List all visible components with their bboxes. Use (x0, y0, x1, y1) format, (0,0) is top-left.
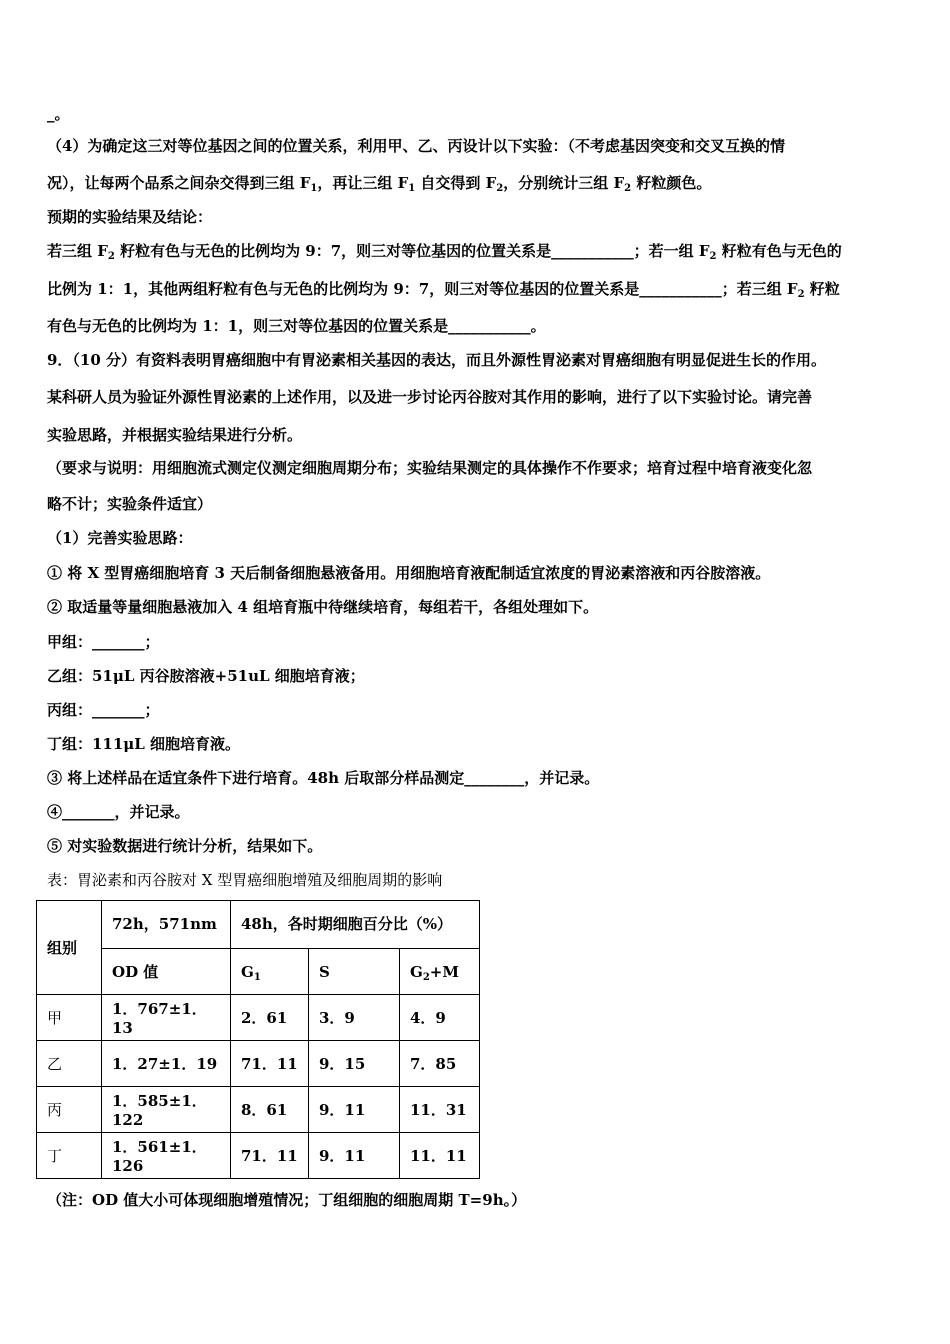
text-l10: （要求与说明：用细胞流式测定仪测定细胞周期分布；实验结果测定的具体操作不作要求；培育过程中培育液变化忽 (47, 459, 813, 477)
subscript: 2 (797, 289, 805, 300)
group-bing (47, 700, 160, 720)
table-row (37, 995, 480, 1041)
text-l1: （4）为确定这三对等位基因之间的位置关系，利用甲、乙、丙设计以下实验：（不考虑基因突变和交叉互换的情 (47, 137, 785, 155)
requirements-note (47, 458, 812, 478)
text-l6: 有色与无色的比例均为 1：1，则三对等位基因的位置关系是___________。 (47, 317, 546, 335)
table-row (37, 1133, 480, 1179)
cell-group: 丁 (37, 1133, 102, 1179)
cell-od: 1．561±1．126 (102, 1133, 231, 1179)
cell-g2m: 7．85 (400, 1041, 480, 1087)
result-line-2 (47, 279, 840, 299)
cell-s: 3．9 (309, 995, 400, 1041)
g2-tail: +M (429, 962, 459, 981)
g1-subscript: 1 (253, 971, 261, 983)
text-l21: ⑤ 对实验数据进行统计分析，结果如下。 (47, 837, 323, 855)
cell-od: 1．27±1．19 (102, 1041, 231, 1087)
text-l0: _。 (47, 105, 70, 123)
step-3 (47, 768, 599, 788)
header-48h: 48h，各时期细胞百分比（%） (231, 901, 480, 949)
subscript: 2 (709, 251, 717, 262)
group-ding (47, 734, 240, 754)
cell-g2m: 4．9 (400, 995, 480, 1041)
table-caption: 表：胃泌素和丙谷胺对 X 型胃癌细胞增殖及细胞周期的影响 (47, 871, 443, 889)
table-header-row-2 (37, 949, 480, 995)
header-72h: 72h，571nm (102, 901, 231, 949)
cell-od: 1．767±1．13 (102, 995, 231, 1041)
text: ，再让三组 F (317, 174, 409, 192)
subscript: 1 (408, 183, 416, 194)
header-g1 (231, 949, 309, 995)
table-header-row-1 (37, 901, 480, 949)
text-l11: 略不计；实验条件适宜） (47, 495, 213, 513)
cell-group: 乙 (37, 1041, 102, 1087)
question-4-stem (47, 136, 785, 156)
question-4-stem-cont (47, 173, 711, 193)
cell-g1: 2．61 (231, 995, 309, 1041)
part-1-heading (47, 528, 192, 548)
text: 若三组 F (47, 242, 108, 260)
cell-g2m: 11．11 (400, 1133, 480, 1179)
result-line-1 (47, 241, 842, 261)
cell-od: 1．585±1．122 (102, 1087, 231, 1133)
text-l14: ② 取适量等量细胞悬液加入 4 组培育瓶中待继续培育，每组若干，各组处理如下。 (47, 598, 599, 616)
cell-g2m: 11．31 (400, 1087, 480, 1133)
text-l3: 预期的实验结果及结论： (47, 208, 213, 226)
text: 籽粒颜色。 (631, 174, 712, 192)
cell-s: 9．11 (309, 1087, 400, 1133)
header-g2m (400, 949, 480, 995)
text-l16: 乙组：51μL 丙谷胺溶液+51uL 细胞培育液； (47, 667, 365, 685)
text: 籽粒 (804, 280, 840, 298)
text-l15: 甲组：_______； (47, 633, 160, 651)
header-s: S (309, 949, 400, 995)
text-l18: 丁组：111μL 细胞培育液。 (47, 735, 241, 753)
step-2 (47, 597, 598, 617)
step-5 (47, 836, 322, 856)
table-row (37, 1087, 480, 1133)
text: 自交得到 F (415, 174, 497, 192)
g2-letter: G (410, 962, 423, 981)
text-l13: ① 将 X 型胃癌细胞培育 3 天后制备细胞悬液备用。用细胞培育液配制适宜浓度的胃泌素溶液和丙谷胺溶液。 (47, 564, 771, 582)
result-line-3 (47, 316, 546, 336)
text: 籽粒有色与无色的 (716, 242, 842, 260)
cell-s: 9．11 (309, 1133, 400, 1179)
cell-g1: 71．11 (231, 1041, 309, 1087)
cell-group: 丙 (37, 1087, 102, 1133)
text-note: （注：OD 值大小可体现细胞增殖情况；丁组细胞的细胞周期 T=9h。） (47, 1191, 527, 1209)
group-jia (47, 632, 160, 652)
g2-subscript: 2 (422, 971, 430, 983)
expected-results-heading (47, 207, 212, 227)
text: 比例为 1：1，其他两组籽粒有色与无色的比例均为 9：7，则三对等位基因的位置关系是___________；若三组 F (47, 280, 798, 298)
table-note (47, 1190, 526, 1210)
table-row (37, 1041, 480, 1087)
header-group: 组别 (37, 901, 102, 995)
requirements-note-cont (47, 494, 212, 514)
subscript: 2 (107, 251, 115, 262)
text-l20: ④_______，并记录。 (47, 803, 190, 821)
subscript: 2 (624, 183, 632, 194)
header-od: OD 值 (102, 949, 231, 995)
text-l12: （1）完善实验思路： (47, 529, 193, 547)
results-table (36, 900, 480, 1179)
step-4 (47, 802, 190, 822)
question-9-stem-cont (47, 387, 812, 407)
group-yi (47, 666, 365, 686)
cell-group: 甲 (37, 995, 102, 1041)
text-l8: 某科研人员为验证外源性胃泌素的上述作用，以及进一步讨论丙谷胺对其作用的影响，进行了以下实验讨论。请完善 (47, 388, 813, 406)
step-1 (47, 563, 770, 583)
subscript: 1 (310, 183, 318, 194)
cell-g1: 8．61 (231, 1087, 309, 1133)
cell-s: 9．15 (309, 1041, 400, 1087)
text-l17: 丙组：_______； (47, 701, 160, 719)
text-l9: 实验思路，并根据实验结果进行分析。 (47, 426, 303, 444)
question-9-stem (47, 350, 826, 370)
text: 况），让每两个品系之间杂交得到三组 F (47, 174, 311, 192)
answer-blank-tail (47, 104, 70, 124)
text: 籽粒有色与无色的比例均为 9：7，则三对等位基因的位置关系是___________；若一组 F (114, 242, 710, 260)
question-9-stem-end (47, 425, 302, 445)
g1-letter: G (241, 962, 254, 981)
text-l7: 9．（10 分）有资料表明胃癌细胞中有胃泌素相关基因的表达，而且外源性胃泌素对胃癌细胞有明显促进生长的作用。 (47, 351, 827, 369)
text: ，分别统计三组 F (503, 174, 625, 192)
cell-g1: 71．11 (231, 1133, 309, 1179)
subscript: 2 (496, 183, 504, 194)
text-l19: ③ 将上述样品在适宜条件下进行培育。48h 后取部分样品测定________，并记录。 (47, 769, 600, 787)
